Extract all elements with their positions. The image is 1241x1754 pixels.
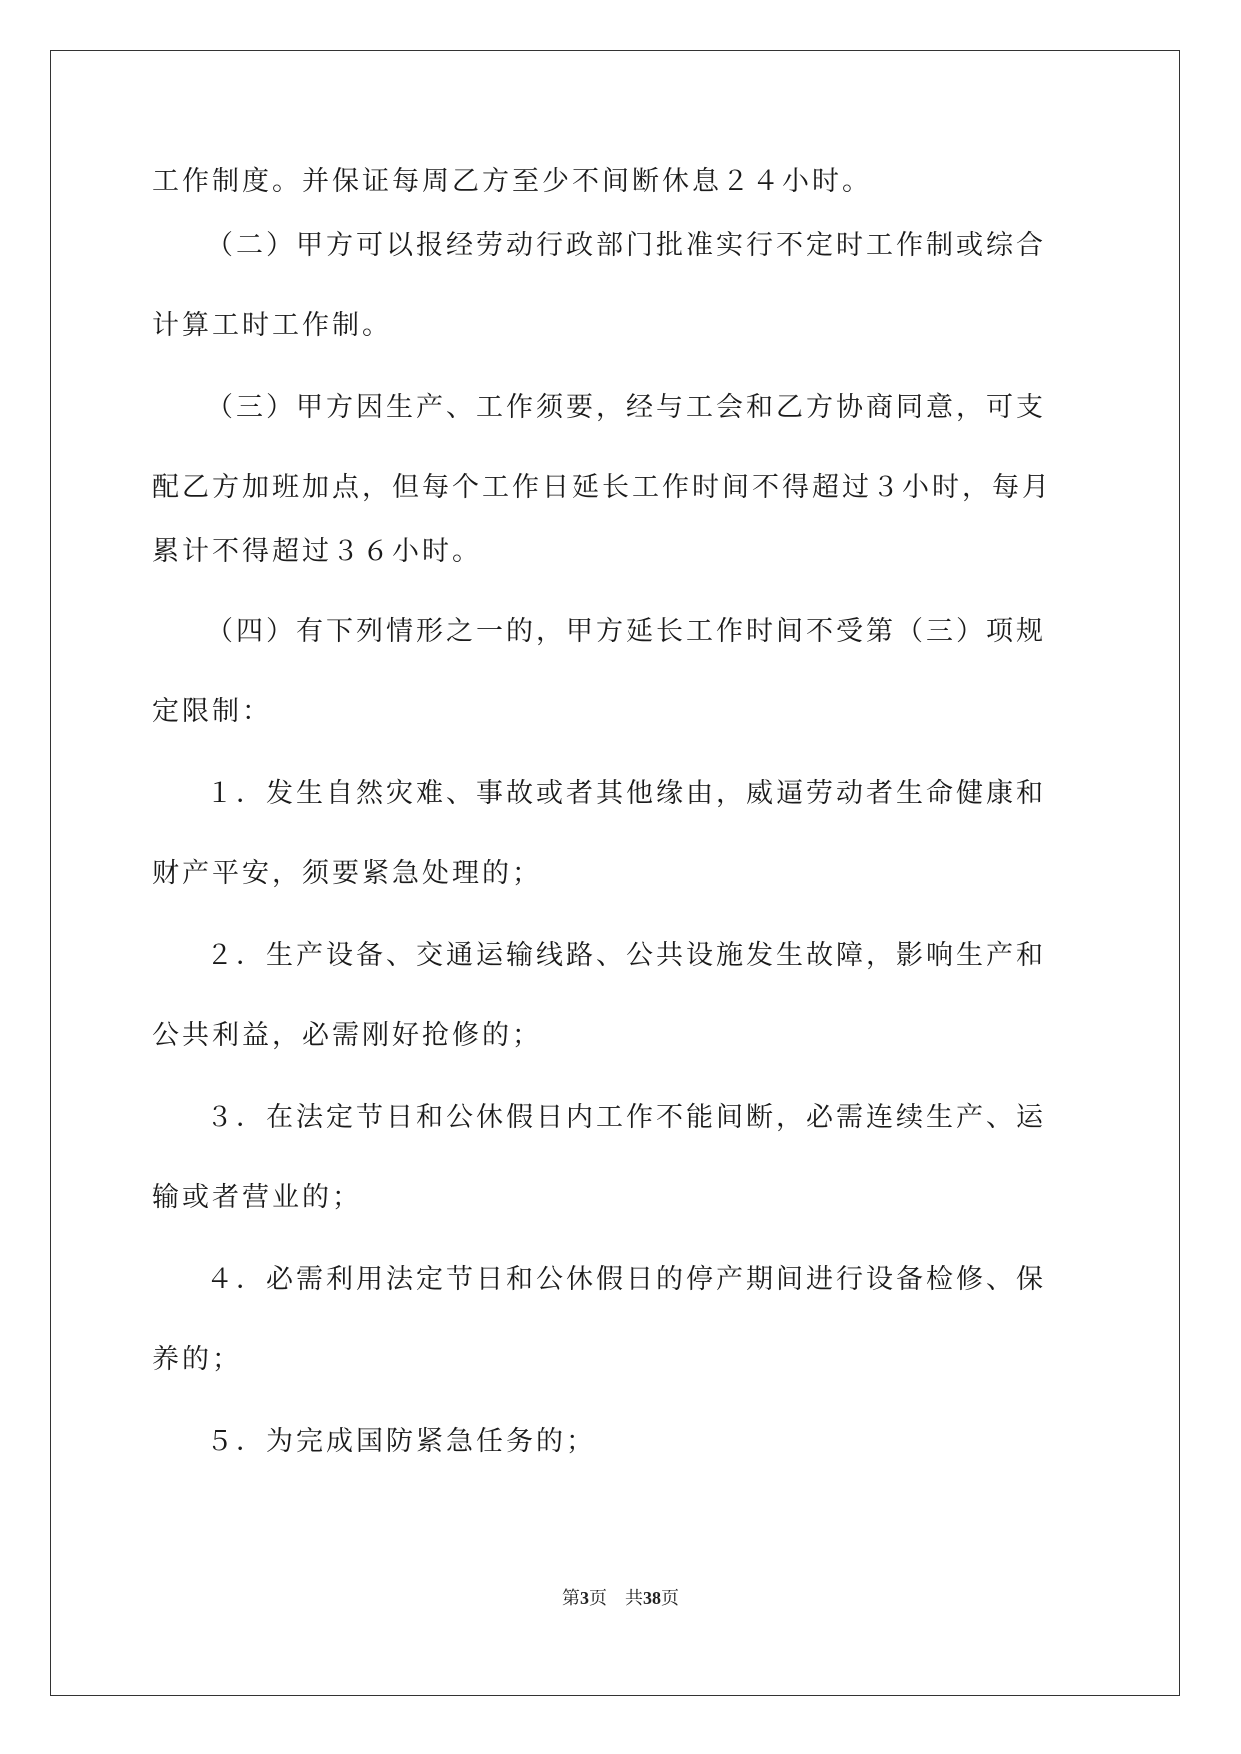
body-line-13: ３．在法定节日和公休假日内工作不能间断，必需连续生产、运 [206,1102,1046,1133]
footer-total-prefix: 共 [625,1588,643,1608]
footer-page-prefix: 第 [562,1588,580,1608]
body-line-5: 配乙方加班加点，但每个工作日延长工作时间不得超过３小时，每月 [152,472,1052,503]
body-line-1: 工作制度。并保证每周乙方至少不间断休息２４小时。 [152,166,872,197]
footer-page-number: 3 [580,1588,589,1608]
body-line-14: 输或者营业的； [152,1182,362,1213]
body-line-9: １．发生自然灾难、事故或者其他缘由，威逼劳动者生命健康和 [206,778,1046,809]
body-line-11: ２．生产设备、交通运输线路、公共设施发生故障，影响生产和 [206,940,1046,971]
body-line-8: 定限制： [152,696,272,727]
body-line-2: （二）甲方可以报经劳动行政部门批准实行不定时工作制或综合 [206,230,1046,261]
body-line-7: （四）有下列情形之一的，甲方延长工作时间不受第（三）项规 [206,616,1046,647]
body-line-16: 养的； [152,1344,242,1375]
body-line-10: 财产平安，须要紧急处理的； [152,858,542,889]
body-line-12: 公共利益，必需刚好抢修的； [152,1020,542,1051]
footer-page-suffix: 页 [589,1588,607,1608]
footer-total-number: 38 [643,1588,661,1608]
body-line-4: （三）甲方因生产、工作须要，经与工会和乙方协商同意，可支 [206,392,1046,423]
body-line-17: ５．为完成国防紧急任务的； [206,1426,596,1457]
body-line-3: 计算工时工作制。 [152,310,392,341]
footer-total-suffix: 页 [661,1588,679,1608]
body-line-15: ４．必需利用法定节日和公休假日的停产期间进行设备检修、保 [206,1264,1046,1295]
page-footer [0,1585,1241,1611]
body-line-6: 累计不得超过３６小时。 [152,536,482,567]
